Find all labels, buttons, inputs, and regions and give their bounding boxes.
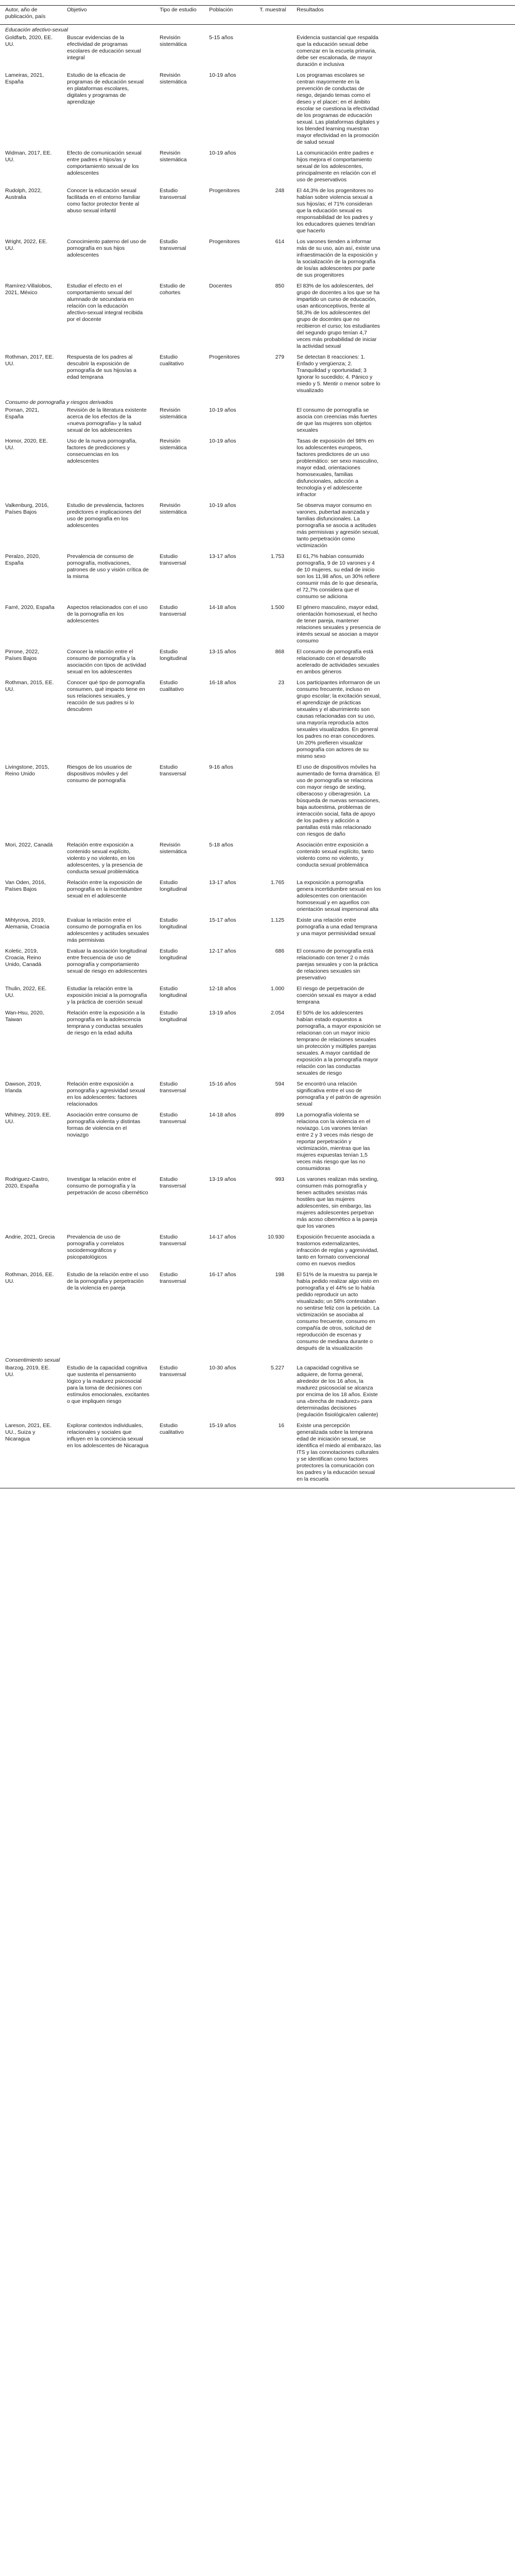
cell-author: Whitney, 2019, EE. UU. [5, 1112, 52, 1125]
section-row [0, 25, 515, 34]
cell-author: Rudolph, 2022, Australia [5, 188, 42, 200]
table-row [0, 841, 515, 878]
cell-objective: Relación entre exposición a contenido sexual explícito, violento y no violento, en los adolescentes, y la presencia de conducta sexual problemática [67, 842, 143, 875]
header-population: Población [204, 6, 254, 25]
cell-objective: Explorar contextos individuales, relacionales y sociales que influyen en la conciencia sexual en los adolescentes de Nicaragua [62, 1421, 154, 1488]
cell-results: Se observa mayor consumo en varones, pubertad avanzada y familias disfuncionales. La pornografía se asocia a actitudes más permisivas y agresión sexual, tanto perpetración como victimización [297, 502, 380, 549]
cell-population: 10-30 años [209, 1365, 236, 1371]
cell-population: 14-18 años [209, 604, 236, 611]
table-row [0, 187, 515, 238]
cell-sample-size: 899 [275, 1112, 284, 1118]
cell-sample-size: 1.765 [270, 879, 284, 886]
cell-results: Los participantes informaron de un consumo frecuente, incluso en grupo escolar; la excitación sexual, el aprendizaje de prácticas sexuales y el aburrimiento son causas relacionadas con su uso, una mayoría reproducía actos sexuales visualizados. En general los padres no eran conocedores. Un 20% prefieren visualizar pornografía con actores de su mismo sexo [297, 680, 381, 759]
cell-sample-size [254, 149, 291, 187]
cell-sample-size: 594 [275, 1081, 284, 1087]
table-row [0, 1009, 515, 1080]
cell-study-type: Estudio transversal [160, 1112, 186, 1125]
cell-sample-size: 850 [275, 283, 284, 289]
cell-author: Wright, 2022, EE. UU. [5, 239, 48, 251]
table-row [0, 1270, 515, 1355]
cell-objective: Estudiar la relación entre la exposición inicial a la pornografía y la práctica de coerción sexual [67, 986, 147, 1005]
cell-results: El consumo de pornografía se asocia con creencias más fuertes de que las mujeres son objetos sexuales [297, 407, 377, 433]
section-title: Consentimiento sexual [5, 1357, 60, 1363]
cell-author: Rodriguez-Castro, 2020, España [5, 1176, 49, 1189]
cell-sample-size: 23 [278, 680, 284, 686]
cell-population: 12-18 años [209, 986, 236, 992]
cell-study-type: Estudio transversal [160, 188, 186, 200]
header-type: Tipo de estudio [154, 6, 204, 25]
cell-objective: Evaluar la relación entre el consumo de pornografía en los adolescentes y actitudes sexuales más permisivas [67, 917, 149, 943]
cell-sample-size [254, 437, 291, 501]
cell-author: Mori, 2022, Canadá [5, 842, 53, 848]
cell-author: Van Oden, 2016, Países Bajos [5, 879, 46, 892]
cell-objective: Conocer la relación entre el consumo de pornografía y la asociación con tipos de actividad sexual en los adolescentes [67, 649, 146, 675]
cell-results: Existe una relación entre pornografía a una edad temprana y una mayor permisividad sexual [297, 917, 377, 937]
cell-results: El riesgo de perpetración de coerción sexual es mayor a edad temprana [297, 986, 376, 1005]
cell-author: Peralzo, 2020, España [5, 553, 40, 566]
cell-study-type: Estudio transversal [160, 239, 186, 251]
table-row [0, 763, 515, 841]
cell-objective: Revisión de la literatura existente acerca de los efectos de la «nueva pornografía» y la salud sexual de los adolescentes [67, 407, 147, 433]
header-sample-size: T. muestral [254, 6, 291, 25]
cell-population: 14-17 años [209, 1234, 236, 1240]
table-row [0, 679, 515, 763]
studies-table [0, 5, 515, 1488]
cell-objective: Estudiar el efecto en el comportamiento sexual del alumnado de secundaria en relación con la educación afectivo-sexual integral recibida por el docente [67, 283, 143, 323]
cell-sample-size: 10.930 [267, 1234, 284, 1240]
cell-author: Rothman, 2016, EE. UU. [5, 1272, 54, 1284]
cell-population: 10-19 años [209, 407, 236, 413]
cell-author: Ibarzog, 2019, EE. UU. [5, 1365, 50, 1378]
table-row [0, 238, 515, 282]
cell-author: Dawson, 2019, Irlanda [5, 1081, 42, 1094]
cell-study-type: Estudio transversal [160, 1081, 186, 1094]
header-author: Autor, año de publicación, país [0, 6, 62, 25]
cell-sample-size [254, 841, 291, 878]
cell-author: Pirrone, 2022, Países Bajos [5, 649, 39, 662]
table-row [0, 916, 515, 947]
cell-author: Lareson, 2021, EE. UU., Suiza y Nicaragua [0, 1421, 62, 1488]
cell-sample-size: 1.000 [270, 986, 284, 992]
cell-sample-size [254, 501, 291, 552]
cell-population: 16-17 años [209, 1272, 236, 1278]
cell-results: El consumo de pornografía está relacionado con tener 2 o más parejas sexuales y con la práctica de relaciones sexuales sin preservativo [297, 948, 378, 981]
cell-objective: Conocimiento paterno del uso de pornografía en sus hijos adolescentes [67, 239, 147, 258]
cell-study-type: Estudio transversal [160, 553, 186, 566]
cell-objective: Investigar la relación entre el consumo de pornografía y la perpetración de acoso cibernético [67, 1176, 148, 1196]
cell-population: 10-19 años [209, 438, 236, 444]
cell-study-type: Estudio longitudinal [160, 649, 187, 662]
cell-author: Andrie, 2021, Grecia [5, 1234, 55, 1240]
cell-sample-size [254, 406, 291, 437]
cell-author: Rothman, 2017, EE. UU. [5, 354, 54, 367]
cell-results: El 83% de los adolescentes, del grupo de docentes a los que se ha impartido un curso de educación, usan anticonceptivos, frente al 58,3% de los adolescentes del grupo de docentes que no recibieron el curso; los estudiantes del segundo grupo tenían 4,7 veces más probabilidad de iniciar la actividad sexual [297, 283, 380, 349]
cell-objective: Conocer la educación sexual facilitada en el entorno familiar como factor protector frente al abuso sexual infantil [67, 188, 141, 214]
cell-sample-size: 279 [275, 354, 284, 360]
section-title: Consumo de pornografía y riesgos derivados [5, 399, 113, 405]
cell-sample-size: 1.753 [270, 553, 284, 560]
cell-study-type: Estudio longitudinal [160, 917, 187, 930]
table-body [0, 25, 515, 1488]
cell-results: El consumo de pornografía está relacionado con el desarrollo acelerado de actividades sexuales en ambos géneros [297, 649, 380, 675]
cell-sample-size: 614 [275, 239, 284, 245]
table-row [0, 501, 515, 552]
cell-results: Los varones realizan más sexting, consumen más pornografía y tienen actitudes sexistas más hostiles que las mujeres adolescentes, sin embargo, las mujeres adolescentes perpetran más acoso cibernético a la pareja que los varones [297, 1176, 379, 1229]
cell-sample-size: 5.227 [270, 1365, 284, 1371]
cell-author: Farré, 2020, España [5, 604, 55, 611]
cell-objective: Aspectos relacionados con el uso de la pornografía en los adolescentes [67, 604, 148, 624]
cell-sample-size: 16 [254, 1421, 291, 1488]
cell-objective: Prevalencia de consumo de pornografía, motivaciones, patrones de uso y visión crítica de la misma [67, 553, 149, 580]
cell-results: Existe una percepción generalizada sobre la temprana edad de iniciación sexual, se identifica el miedo al embarazo, las ITS y las connotaciones culturales y se identifican como factores protectores la comunicación con los padres y la educación sexual en la escuela [291, 1421, 515, 1488]
cell-author: Goldfarb, 2020, EE. UU. [5, 35, 53, 47]
cell-study-type: Estudio transversal [160, 604, 186, 617]
cell-objective: Relación entre exposición a pornografía y agresividad sexual en los adolescentes: factores relacionados [67, 1081, 145, 1107]
cell-results: Evidencia sustancial que respalda que la educación sexual debe comenzar en la escuela primaria, debe ser escalonada, de mayor duración e inclusiva [297, 35, 379, 67]
cell-results: La capacidad cognitiva se adquiere, de forma general, alrededor de los 16 años, la madurez psicosocial se alcanza por encima de los 18 años. Existe una «brecha de madurez» para determinadas decisiones (regulación fisiológica/en caliente) [297, 1365, 379, 1418]
cell-study-type: Revisión sistemática [160, 407, 187, 420]
cell-results: La exposición a pornografía genera incertidumbre sexual en los adolescentes con orientación homosexual y en aquellos con orientación sexual impersonal alta [297, 879, 381, 912]
cell-study-type: Estudio cualitativo [154, 1421, 204, 1488]
table-row [0, 406, 515, 437]
cell-study-type: Revisión sistemática [160, 150, 187, 163]
cell-population: 13-15 años [209, 649, 236, 655]
cell-objective: Estudio de prevalencia, factores predictores e implicaciones del uso de pornografía en los adolescentes [67, 502, 144, 529]
table-row [0, 603, 515, 648]
cell-population: 13-17 años [209, 879, 236, 886]
table-row [0, 552, 515, 603]
cell-population: 12-17 años [209, 948, 236, 954]
cell-study-type: Revisión sistemática [160, 72, 187, 85]
cell-objective: Respuesta de los padres al descubrir la exposición de pornografía de sus hijos/as a edad temprana [67, 354, 136, 380]
table-row [0, 71, 515, 149]
header-results: Resultados [291, 6, 515, 25]
cell-results: El 61,7% habían consumido pornografía, 9 de 10 varones y 4 de 10 mujeres, su edad de inicio son los 11,98 años, un 30% refiere consumir más de lo que desearía, el 72,7% considera que el consumo se adiciona [297, 553, 380, 600]
cell-study-type: Revisión sistemática [160, 35, 187, 47]
cell-objective: Buscar evidencias de la efectividad de programas escolares de educación sexual integral [67, 35, 141, 61]
table-row [0, 437, 515, 501]
cell-population: 5-15 años [209, 35, 233, 41]
cell-objective: Asociación entre consumo de pornografía violenta y distintas formas de violencia en el noviazgo [67, 1112, 141, 1138]
table-row [0, 1080, 515, 1111]
cell-study-type: Estudio transversal [160, 1176, 186, 1189]
cell-objective: Uso de la nueva pornografía, factores de predicciones y consecuencias en los adolescentes [67, 438, 137, 464]
cell-population: 5-18 años [209, 842, 233, 848]
cell-population: 15-16 años [209, 1081, 236, 1087]
cell-author: Homor, 2020, EE. UU. [5, 438, 48, 451]
cell-sample-size: 993 [275, 1176, 284, 1182]
cell-population: 13-19 años [209, 1010, 236, 1016]
cell-objective: Estudio de la capacidad cognitiva que sustenta el pensamiento lógico y la madurez psicosocial para la toma de decisiones con estímulos emocionales, excitantes o que impliquen riesgo [67, 1365, 149, 1404]
cell-objective: Efecto de comunicación sexual entre padres e hijos/as y comportamiento sexual de los adolescentes [67, 150, 142, 176]
cell-population: 10-19 años [209, 72, 236, 78]
cell-sample-size: 198 [275, 1272, 284, 1278]
cell-results: El género masculino, mayor edad, orientación homosexual, el hecho de tener pareja, mantener relaciones sexuales y presencia de interés sexual se asocian a mayor consumo [297, 604, 381, 644]
cell-author: Koletic, 2019, Croacia, Reino Unido, Canadá [5, 948, 42, 968]
cell-author: Ramírez-Villalobos, 2021, México [5, 283, 52, 296]
cell-population: Progenitores [209, 239, 240, 245]
table-row [0, 648, 515, 679]
cell-objective: Evaluar la asociación longitudinal entre frecuencia de uso de pornografía y comportamiento sexual de riesgo en adolescentes [67, 948, 147, 974]
cell-study-type: Estudio longitudinal [160, 948, 187, 961]
cell-population: 14-18 años [209, 1112, 236, 1118]
table-row [0, 878, 515, 916]
section-row [0, 397, 515, 406]
cell-population: Docentes [209, 283, 232, 289]
cell-population: 16-18 años [209, 680, 236, 686]
cell-results: Tasas de exposición del 98% en los adolescentes europeos, factores predictores de un uso problemático: ser sexo masculino, mayor edad, orientaciones homosexuales, familias disfuncionales, adicción a tecnología y el adolescente infractor [297, 438, 379, 498]
cell-author: Mihtyrova, 2019, Alemania, Croacia [5, 917, 49, 930]
cell-population: 10-19 años [209, 502, 236, 509]
cell-study-type: Estudio transversal [160, 1365, 186, 1378]
cell-results: La pornografía violenta se relaciona con la violencia en el noviazgo. Los varones tenían entre 2 y 3 veces más riesgo de reportar perpetración y victimización, mientras que las mujeres expuestas tenían 1,5 veces más riesgo que las no consumidoras [297, 1112, 373, 1172]
cell-author: Thulin, 2022, EE. UU. [5, 986, 47, 998]
cell-study-type: Estudio de cohortes [160, 283, 185, 296]
cell-study-type: Estudio transversal [160, 764, 186, 777]
table-row [0, 149, 515, 187]
cell-population: Progenitores [209, 188, 240, 194]
cell-author: Lameiras, 2021, España [5, 72, 44, 85]
cell-sample-size [254, 33, 291, 71]
cell-study-type: Revisión sistemática [160, 438, 187, 451]
cell-sample-size: 2.054 [270, 1010, 284, 1016]
cell-study-type: Estudio longitudinal [160, 1010, 187, 1023]
header-row [0, 6, 515, 25]
cell-study-type: Revisión sistemática [160, 842, 187, 855]
cell-population: 13-19 años [209, 1176, 236, 1182]
cell-study-type: Estudio longitudinal [160, 986, 187, 998]
cell-study-type: Estudio cualitativo [160, 354, 184, 367]
cell-sample-size [254, 71, 291, 149]
cell-study-type: Estudio transversal [160, 1272, 186, 1284]
table-row [0, 1364, 515, 1421]
table-row [0, 985, 515, 1009]
cell-results: Los programas escolares se centran mayormente en la prevención de conductas de riesgo, dejando temas como el deseo y el placer; en el ámbito escolar se cuestiona la efectividad de los programas de educación sexual. Las plataformas digitales y los blended learning muestran mayor efectividad en la promoción de salud sexual [297, 72, 380, 145]
header-objective: Objetivo [62, 6, 154, 25]
cell-results: El 44,3% de los progenitores no habían sobre violencia sexual a sus hijos/as; el 71% consideran que la educación sexual es responsabilidad de los padres y los educadores quienes tendrían que hacerlo [297, 188, 375, 234]
cell-results: Asociación entre exposición a contenido sexual explícito, tanto violento como no violento, y conducta sexual problemática [297, 842, 374, 868]
table-row [0, 33, 515, 71]
cell-population: 15-17 años [209, 917, 236, 923]
table-row [0, 1175, 515, 1233]
cell-results: Los varones tienden a informar más de su uso, aún así, existe una infraestimación de la exposición y la socialización de la pornografía de los/as adolescentes por parte de sus progenitores [297, 239, 381, 278]
table-row [0, 282, 515, 353]
cell-study-type: Estudio transversal [160, 1234, 186, 1247]
cell-objective: Estudio de la eficacia de programas de educación sexual en plataformas escolares, digitales y programas de aprendizaje [67, 72, 144, 105]
cell-population: 10-19 años [209, 150, 236, 156]
cell-results: El uso de dispositivos móviles ha aumentado de forma dramática. El uso de pornografía se relaciona con mayor riesgo de sexting, ciberacoso y ciberagresión. La búsqueda de nuevas sensaciones, baja autoestima, problemas de interacción social, falta de apoyo de los padres y adicción a pantallas está más relacionado con riesgos de daño [297, 764, 380, 837]
cell-results: El 50% de los adolescentes habían estado expuestos a pornografía, a mayor exposición se relacionan con un mayor inicio temprano de relaciones sexuales sin protección y múltiples parejas sexuales. A mayor cantidad de exposición a la pornografía mayor relación con las conductas sexuales de riesgo [297, 1010, 382, 1076]
cell-sample-size [254, 763, 291, 841]
cell-results: La comunicación entre padres e hijos mejora el comportamiento sexual de los adolescentes, principalmente en relación con el uso de preservativos [297, 150, 376, 183]
table-row [0, 1421, 515, 1488]
cell-author: Wan-Hsu, 2020, Taiwan [5, 1010, 44, 1023]
cell-population: 15-19 años [204, 1421, 254, 1488]
cell-sample-size: 868 [275, 649, 284, 655]
cell-author: Livingstone, 2015, Reino Unido [5, 764, 49, 777]
cell-population: 9-16 años [209, 764, 233, 770]
section-title: Educación afectivo-sexual [5, 27, 68, 33]
cell-sample-size: 1.125 [270, 917, 284, 923]
cell-sample-size: 1.500 [270, 604, 284, 611]
cell-population: 13-17 años [209, 553, 236, 560]
cell-author: Rothman, 2015, EE. UU. [5, 680, 54, 692]
table-row [0, 1233, 515, 1270]
table-row [0, 353, 515, 397]
cell-author: Pornan, 2021, España [5, 407, 39, 420]
cell-study-type: Estudio longitudinal [160, 879, 187, 892]
table-row [0, 1111, 515, 1175]
cell-results: Se detectan 8 reacciones: 1. Enfado y vergüenza; 2. Tranquilidad y oportunidad; 3 Ignorar lo sucedido; 4. Pánico y miedo y 5. Mentir o menor sobre lo visualizado [297, 354, 381, 394]
cell-objective: Estudio de la relación entre el uso de la pornografía y perpetración de la violencia en pareja [67, 1272, 149, 1291]
cell-study-type: Revisión sistemática [160, 502, 187, 515]
cell-objective: Relación entre la exposición de pornografía en la incertidumbre sexual en el adolescente [67, 879, 142, 899]
cell-sample-size: 248 [275, 188, 284, 194]
cell-objective: Relación entre la exposición a la pornografía en la adolescencia temprana y conductas sexuales de riesgo en la edad adulta [67, 1010, 145, 1036]
cell-results: El 51% de la muestra su pareja le había pedido realizar algo visto en pornografía y el 44% se lo había pedido reproducir un acto visualizado; un 58% contestaban no sentirse feliz con la petición. La victimización se asociaba al consumo frecuente, consumo en compañía de otros, solicitud de reproducción de escenas y consumo de mediana durante o después de la visualización [297, 1272, 380, 1351]
cell-objective: Prevalencia de uso de pornografía y correlatos sociodemográficos y psicopatológicos [67, 1234, 124, 1260]
cell-results: Exposición frecuente asociada a trastornos externalizantes, infracción de reglas y agresividad, tanto en formato convencional como en nuevos medios [297, 1234, 379, 1267]
section-row [0, 1355, 515, 1364]
cell-results: Se encontró una relación significativa entre el uso de pornografía y el patrón de agresión sexual [297, 1081, 381, 1107]
cell-study-type: Estudio cualitativo [160, 680, 184, 692]
table-row [0, 947, 515, 985]
cell-author: Valkenburg, 2016, Países Bajos [5, 502, 49, 515]
cell-objective: Riesgos de los usuarios de dispositivos móviles y del consumo de pornografía [67, 764, 132, 784]
cell-population: Progenitores [209, 354, 240, 360]
cell-objective: Conocer qué tipo de pornografía consumen, qué impacto tiene en sus relaciones sexuales, y reacción de sus padres si lo descubren [67, 680, 145, 713]
cell-author: Widman, 2017, EE. UU. [5, 150, 52, 163]
cell-sample-size: 686 [275, 948, 284, 954]
